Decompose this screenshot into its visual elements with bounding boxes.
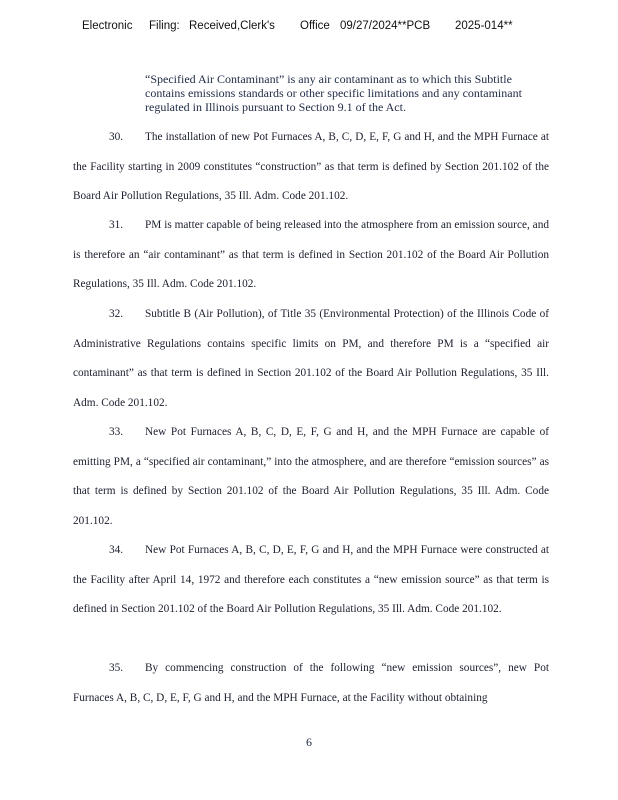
definition-quote: “Specified Air Contaminant” is any air contaminant as to which this Subtitle contains emissions standards or other specific limitations and any contaminant regulated in Illinois pursuant to Section 9.1 of the Act. <box>145 72 522 114</box>
paragraph-number: 32. <box>109 308 124 320</box>
paragraph-text: New Pot Furnaces A, B, C, D, E, F, G and H, and the MPH Furnace are capable of emitting PM, a “specified air contaminant,” into the atmosphere, and are therefore “emission sources” as that term is defined by Section 201.102 of the Board Air Pollution Regulations, 35 Ill. Adm. Code 201.102. <box>73 426 549 527</box>
paragraph-number: 31. <box>109 219 124 231</box>
filing-stamp-header <box>0 20 618 36</box>
paragraph-text: Subtitle B (Air Pollution), of Title 35 (Environmental Protection) of the Illinois Code of Administrative Regulations contains specific limits on PM, and therefore PM is a “specified air contaminant” as that term is defined in Section 201.102 of the Board Air Pollution Regulations, 35 Ill. Adm. Code 201.102. <box>73 308 549 409</box>
paragraph-number: 33. <box>109 426 124 438</box>
paragraph-text: New Pot Furnaces A, B, C, D, E, F, G and H, and the MPH Furnace were constructed at the Facility after April 14, 1972 and therefore each constitutes a “new emission source” as that term is defined in Section 201.102 of the Board Air Pollution Regulations, 35 Ill. Adm. Code 201.102. <box>73 544 549 615</box>
paragraph-number: 35. <box>109 662 124 674</box>
paragraph-text: By commencing construction of the following “new emission sources”, new Pot Furnaces A, B, C, D, E, F, G and H, and the MPH Furnace, at the Facility without obtaining <box>73 662 549 704</box>
paragraph-34 <box>73 536 549 625</box>
page-number: 6 <box>306 735 312 749</box>
paragraph-text: PM is matter capable of being released into the atmosphere from an emission source, and is therefore an “air contaminant” as that term is defined in Section 201.102 of the Board Air Pollution Regulations, 35 Ill. Adm. Code 201.102. <box>73 219 549 290</box>
paragraph-32 <box>73 300 549 418</box>
header-date: 09/27/2024**PCB <box>340 20 431 32</box>
paragraph-35 <box>73 654 549 713</box>
header-office: Office <box>300 20 330 32</box>
paragraph-31 <box>73 211 549 300</box>
header-electronic: Electronic <box>82 20 133 32</box>
paragraph-number: 34. <box>109 544 124 556</box>
header-filing: Filing: <box>149 20 180 32</box>
paragraph-33 <box>73 418 549 536</box>
paragraph-number: 30. <box>109 131 124 143</box>
paragraph-30 <box>73 123 549 212</box>
header-case-number: 2025-014** <box>455 20 513 32</box>
paragraph-text: The installation of new Pot Furnaces A, B, C, D, E, F, G and H, and the MPH Furnace at the Facility starting in 2009 constitutes “construction” as that term is defined by Section 201.102 of the Board Air Pollution Regulations, 35 Ill. Adm. Code 201.102. <box>73 131 549 202</box>
header-received: Received,Clerk's <box>189 20 275 32</box>
